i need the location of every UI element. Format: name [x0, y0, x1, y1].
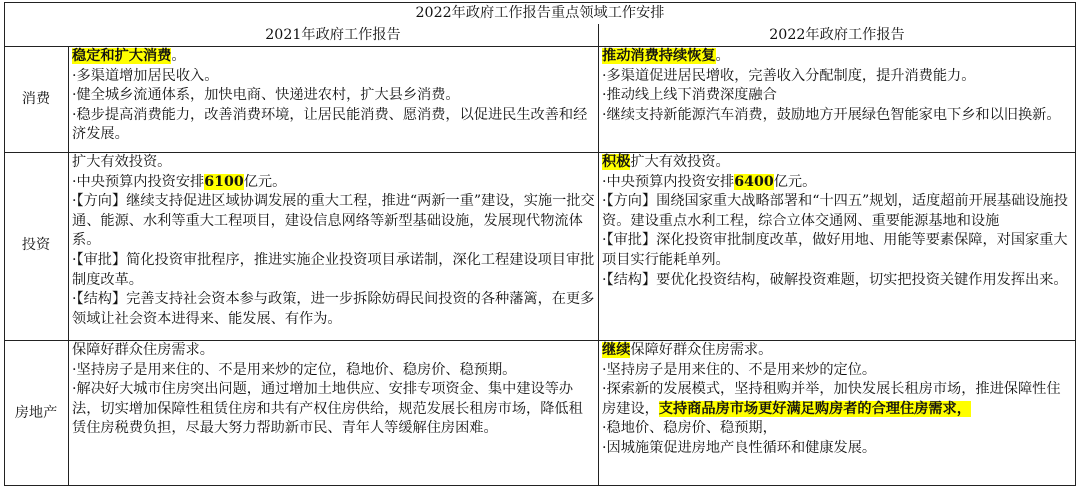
list-item: 保障好群众住房需求。	[72, 342, 214, 358]
list-item: ·稳地价、稳房价、稳预期，	[602, 420, 777, 437]
highlight-2022-housing-demand: 支持商品房市场更好满足购房者的合理住房需求，	[658, 400, 971, 417]
row-label-real-estate: 房地产	[14, 405, 58, 421]
list-item: ·【方向】继续支持促进区域协调发展的重大工程，推进“两新一重”建设，实施一批交通、能源、水利等重大工程项目，建设信息网络等新型基础设施，发展现代物流体系。	[72, 193, 595, 249]
cell-2022-investment: 积极扩大有效投资。 ·中央预算内投资安排6400亿元。 ·【方向】围绕国家重大战略部署和“十四五”规划，适度超前开展基础设施投资。建设重点水利工程，综合立体交通网、重要能源基地和设施 ·【审批】深化投资审批制度改革，做好用地、用能等要素保障，对国家重大项目实行能耗单列。 ·【结构】要优化投资结构，破解投资难题，切实把投资关键作用发挥出来。	[600, 153, 1074, 340]
budget-2021-value: 6100	[204, 173, 244, 190]
policy-comparison-table	[4, 2, 1076, 486]
list-item: ·【方向】围绕国家重大战略部署和“十四五”规划，适度超前开展基础设施投资。建设重点水利工程，综合立体交通网、重要能源基地和设施	[602, 193, 1068, 229]
cell-2021-investment: 扩大有效投资。 ·中央预算内投资安排6100亿元。 ·【方向】继续支持促进区域协调发展的重大工程，推进“两新一重”建设，实施一批交通、能源、水利等重大工程项目，建设信息网络等新型基础设施，发展现代物流体系。 ·【审批】简化投资审批程序，推进实施企业投资项目承诺制，深化工程建设项目审批制度改革。 ·【结构】完善支持社会资本参与政策，进一步拆除妨碍民间投资的各种藩篱，在更多领域让社会资本进得来、能发展、有作为。	[70, 153, 597, 340]
cell-2021-real-estate	[70, 341, 597, 485]
cell-2021-consumption: 稳定和扩大消费。 ·多渠道增加居民收入。 ·健全城乡流通体系，加快电商、快递进农村，扩大县乡消费。 ·稳步提高消费能力，改善消费环境，让居民能消费、愿消费，以促进民生改善和经济发展。	[70, 47, 597, 152]
list-item: ·【结构】要优化投资结构，破解投资难题，切实把投资关键作用发挥出来。	[602, 271, 1068, 288]
list-item: ·【结构】完善支持社会资本参与政策，进一步拆除妨碍民间投资的各种藩篱，在更多领域让社会资本进得来、能发展、有作为。	[72, 291, 595, 327]
list-item: ·因城施策促进房地产良性循环和健康发展。	[602, 439, 877, 456]
list-item: ·【审批】简化投资审批程序，推进实施企业投资项目承诺制，深化工程建设项目审批制度改革。	[72, 251, 595, 288]
list-item: ·坚持房子是用来住的、不是用来炒的定位，稳地价、稳房价、稳预期。	[72, 361, 517, 378]
header-2022: 2022年政府工作报告	[769, 27, 905, 43]
header-2021: 2021年政府工作报告	[265, 27, 401, 43]
list-item: 扩大有效投资。	[72, 154, 172, 170]
list-item: ·稳步提高消费能力，改善消费环境，让居民能消费、愿消费，以促进民生改善和经济发展。	[72, 106, 588, 143]
col-divider-years	[598, 24, 599, 486]
list-item: ·继续支持新能源汽车消费，鼓励地方开展绿色智能家电下乡和以旧换新。	[602, 106, 1061, 123]
cell-2022-real-estate: 继续保障好群众住房需求。 ·坚持房子是用来住的、不是用来炒的定位。 ·探索新的发展模式，坚持租购并举，加快发展长租房市场，推进保障性住房建设，支持商品房市场更好满足购房者的合理住房需求， ·稳地价、稳房价、稳预期， ·因城施策促进房地产良性循环和健康发展。	[600, 341, 1074, 485]
border-bottom	[4, 485, 1076, 486]
budget-2022-value: 6400	[734, 173, 774, 190]
table-title: 2022年政府工作报告重点领域工作安排	[415, 5, 665, 21]
list-item: ·【审批】深化投资审批制度改革，做好用地、用能等要素保障，对国家重大项目实行能耗单列。	[602, 232, 1068, 268]
list-item: ·坚持房子是用来住的、不是用来炒的定位。	[602, 361, 877, 378]
highlight-2022-investment: 积极	[602, 154, 631, 170]
row-label-investment: 投资	[21, 237, 51, 253]
highlight-2022-consumption: 推动消费持续恢复	[602, 48, 716, 64]
list-item: ·解决好大城市住房突出问题，通过增加土地供应、安排专项资金、集中建设等办法，切实增加保障性租赁住房和共有产权住房供给，规范发展长租房市场，降低租赁住房税费负担，尽最大努力帮助新市民、青年人等缓解住房困难。	[72, 381, 583, 437]
border-right	[1075, 2, 1076, 486]
list-item: ·健全城乡流通体系，加快电商、快递进农村，扩大县乡消费。	[72, 87, 460, 104]
list-item: ·多渠道增加居民收入。	[72, 67, 219, 84]
row-label-consumption: 消费	[21, 91, 51, 107]
list-item: ·推动线上线下消费深度融合	[602, 87, 777, 104]
highlight-2021-consumption: 稳定和扩大消费	[72, 48, 172, 64]
cell-2022-consumption: 推动消费持续恢复。 ·多渠道促进居民增收，完善收入分配制度，提升消费能力。 ·推动线上线下消费深度融合 ·继续支持新能源汽车消费，鼓励地方开展绿色智能家电下乡和以旧换新。	[600, 47, 1074, 152]
highlight-2022-real-estate: 继续	[602, 342, 631, 358]
list-item: ·多渠道促进居民增收，完善收入分配制度，提升消费能力。	[602, 67, 976, 84]
col-divider-label	[68, 46, 69, 486]
